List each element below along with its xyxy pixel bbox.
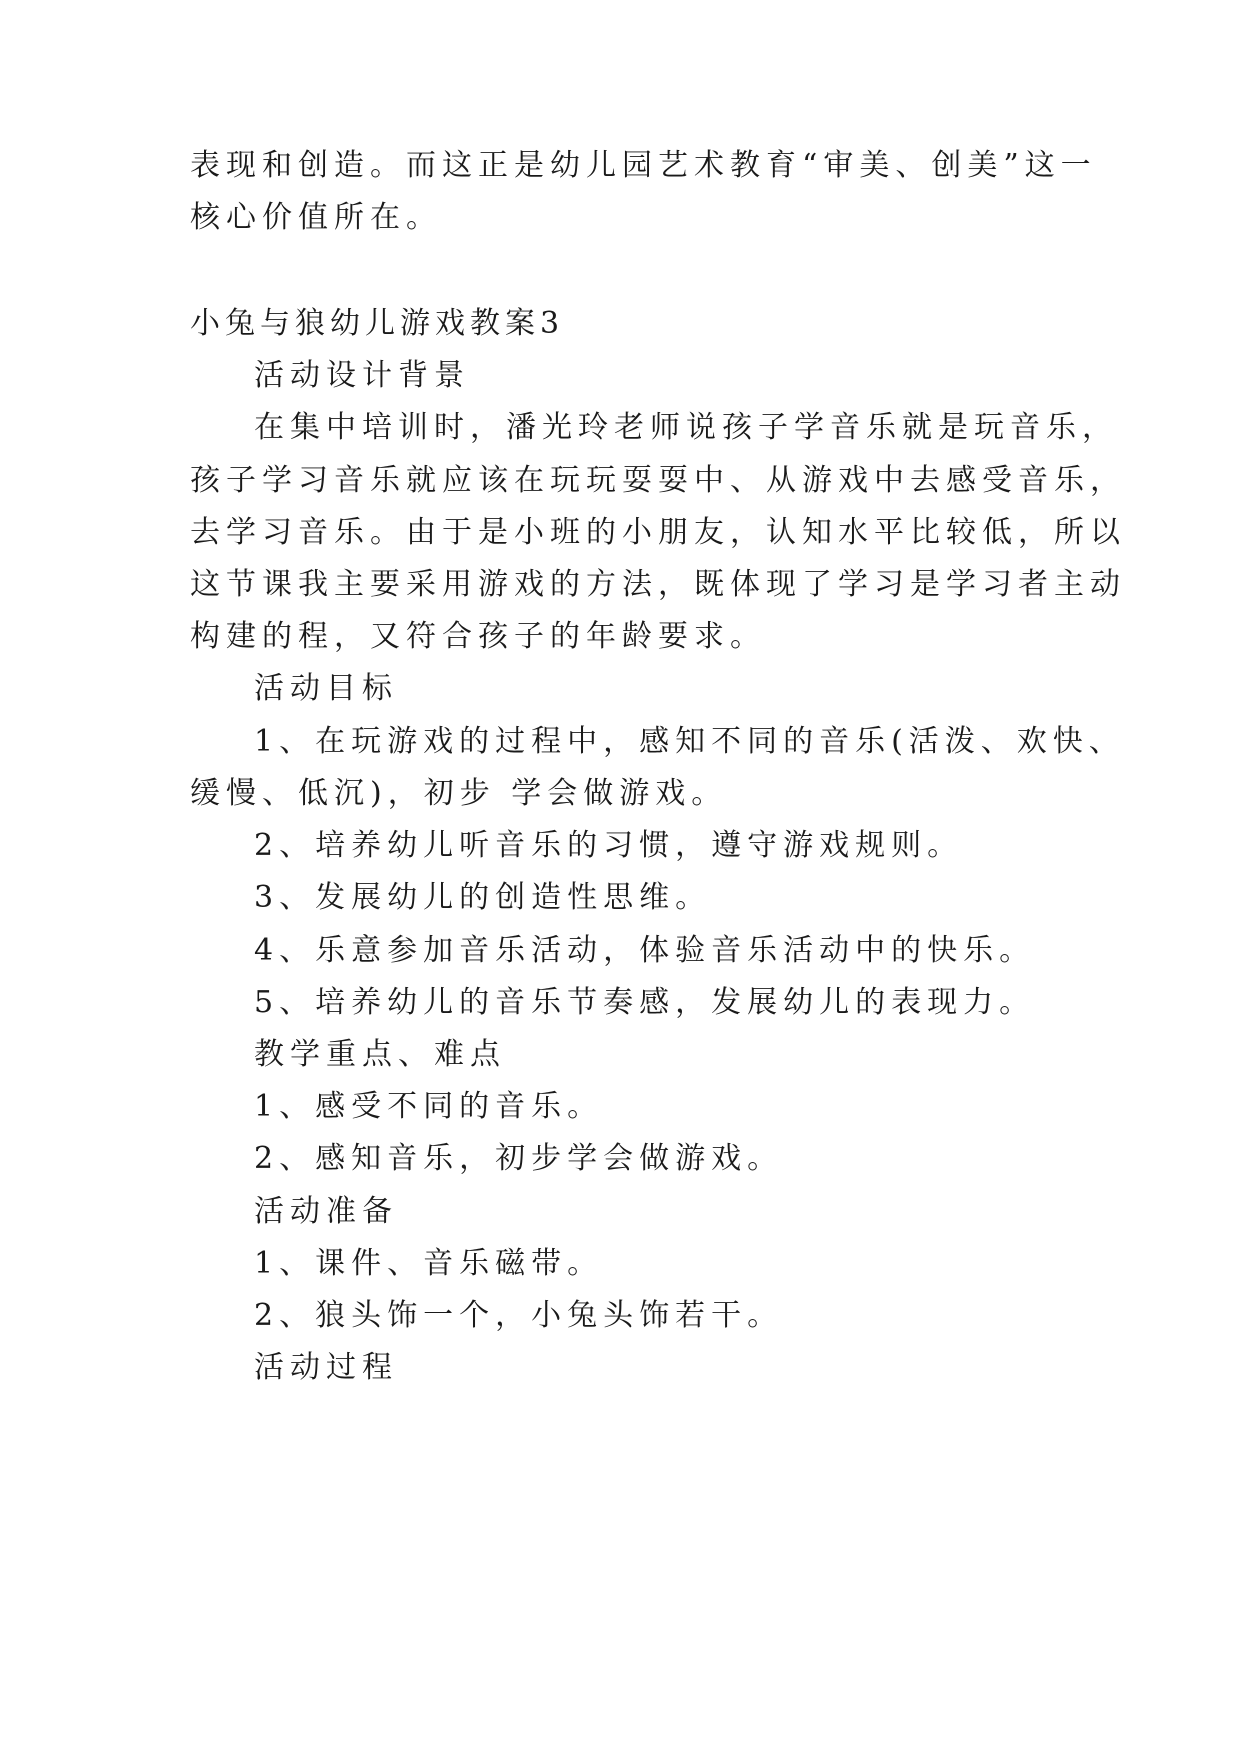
list-item: 3、发展幼儿的创造性思维。	[254, 880, 712, 915]
section-title: 小兔与狼幼儿游戏教案3	[190, 306, 565, 341]
list-item: 2、培养幼儿听音乐的习惯，遵守游戏规则。	[254, 828, 964, 863]
paragraph-line: 表现和创造。而这正是幼儿园艺术教育“审美、创美”这一	[190, 148, 1097, 183]
list-item-continuation: 缓慢、低沉)，初步 学会做游戏。	[190, 776, 728, 811]
subheading: 活动过程	[254, 1350, 398, 1385]
list-item: 1、课件、音乐磁带。	[254, 1246, 604, 1281]
list-item: 4、乐意参加音乐活动，体验音乐活动中的快乐。	[254, 933, 1036, 968]
paragraph-line: 这节课我主要采用游戏的方法，既体现了学习是学习者主动	[190, 567, 1126, 602]
list-item: 5、培养幼儿的音乐节奏感，发展幼儿的表现力。	[254, 985, 1036, 1020]
paragraph-line: 去学习音乐。由于是小班的小朋友，认知水平比较低，所以	[190, 515, 1126, 550]
list-item: 2、狼头饰一个，小兔头饰若干。	[254, 1298, 784, 1333]
subheading: 教学重点、难点	[254, 1037, 506, 1072]
paragraph-line: 构建的程，又符合孩子的年龄要求。	[190, 619, 766, 654]
subheading: 活动目标	[254, 671, 398, 706]
list-item: 1、在玩游戏的过程中，感知不同的音乐(活泼、欢快、	[254, 724, 1125, 759]
list-item: 1、感受不同的音乐。	[254, 1089, 604, 1124]
subheading: 活动准备	[254, 1194, 398, 1229]
paragraph-line: 孩子学习音乐就应该在玩玩耍耍中、从游戏中去感受音乐，	[190, 463, 1126, 498]
subheading: 活动设计背景	[254, 358, 470, 393]
paragraph-line: 在集中培训时，潘光玲老师说孩子学音乐就是玩音乐，	[254, 410, 1118, 445]
paragraph-line: 核心价值所在。	[190, 200, 442, 235]
list-item: 2、感知音乐，初步学会做游戏。	[254, 1141, 784, 1176]
